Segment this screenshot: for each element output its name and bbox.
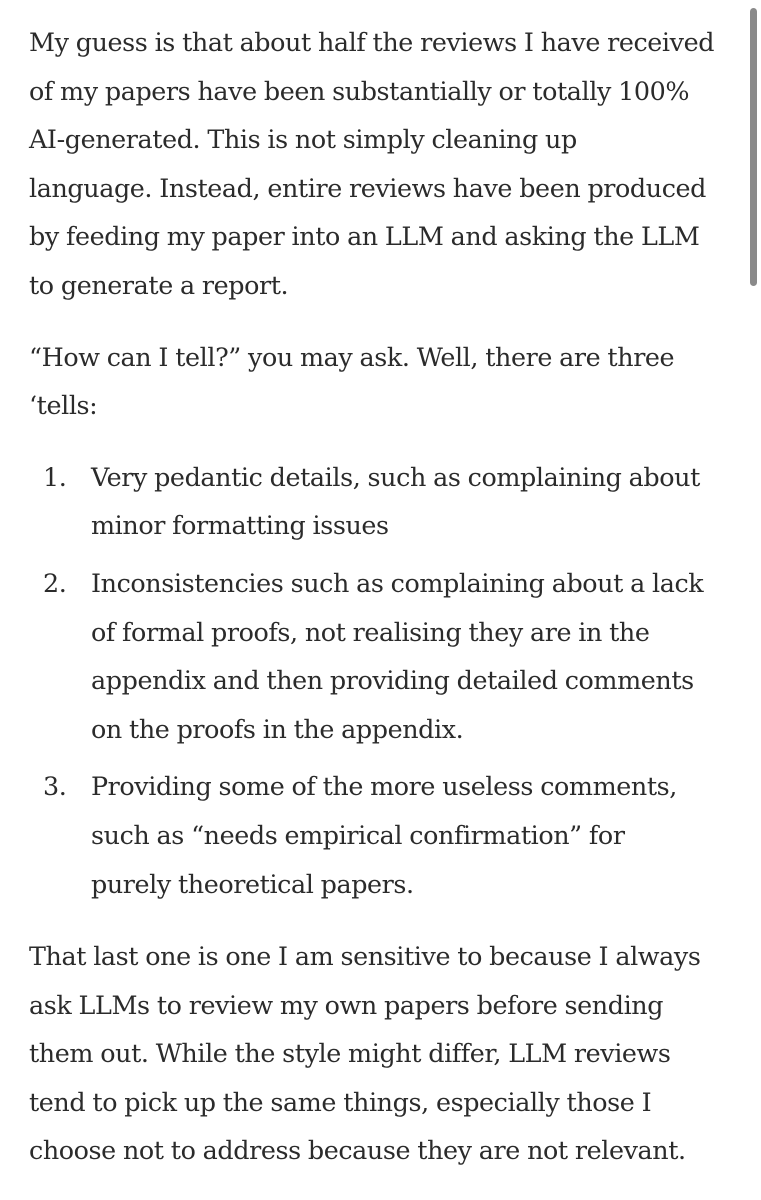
- text-line: minor formatting issues: [91, 510, 389, 541]
- text-line: choose not to address because they are not relevant.: [29, 1135, 686, 1166]
- text-line: to generate a report.: [29, 269, 289, 300]
- text-line: by feeding my paper into an LLM and asking the LLM: [29, 221, 700, 252]
- text-line: of formal proofs, not realising they are in the: [91, 616, 650, 647]
- text-line: Very pedantic details, such as complaining about: [91, 461, 700, 492]
- list-item: [29, 453, 739, 550]
- text-line: on the proofs in the appendix.: [91, 713, 464, 744]
- paragraph-how-can-i-tell: [29, 333, 739, 430]
- article-body: [29, 18, 739, 1175]
- text-line: “How can I tell?” you may ask. Well, there are three: [29, 341, 675, 372]
- text-line: That last one is one I am sensitive to because I always: [29, 941, 701, 972]
- list-number: 1.: [43, 461, 67, 492]
- scrollbar-thumb[interactable]: [750, 8, 757, 286]
- list-number: 3.: [43, 771, 67, 802]
- paragraph-ai-reviews: [29, 18, 739, 310]
- text-line: tend to pick up the same things, especially those I: [29, 1086, 652, 1117]
- list-item: [29, 559, 739, 753]
- list-number: 2.: [43, 567, 67, 598]
- paragraph-last-one: [29, 932, 739, 1175]
- text-line: ‘tells:: [29, 390, 98, 421]
- list-item: [29, 762, 739, 908]
- text-line: purely theoretical papers.: [91, 868, 414, 899]
- text-line: such as “needs empirical confirmation” for: [91, 819, 625, 850]
- text-line: My guess is that about half the reviews I have received: [29, 27, 715, 57]
- text-line: AI-generated. This is not simply cleaning up: [29, 124, 577, 155]
- text-line: Inconsistencies such as complaining about a lack: [91, 567, 704, 598]
- text-line: Providing some of the more useless comments,: [91, 771, 677, 802]
- text-line: appendix and then providing detailed comments: [91, 665, 694, 696]
- text-line: of my papers have been substantially or totally 100%: [29, 75, 690, 106]
- text-line: them out. While the style might differ, LLM reviews: [29, 1038, 671, 1069]
- tells-list: [29, 453, 739, 908]
- text-line: ask LLMs to review my own papers before sending: [29, 989, 664, 1020]
- text-line: language. Instead, entire reviews have been produced: [29, 172, 707, 203]
